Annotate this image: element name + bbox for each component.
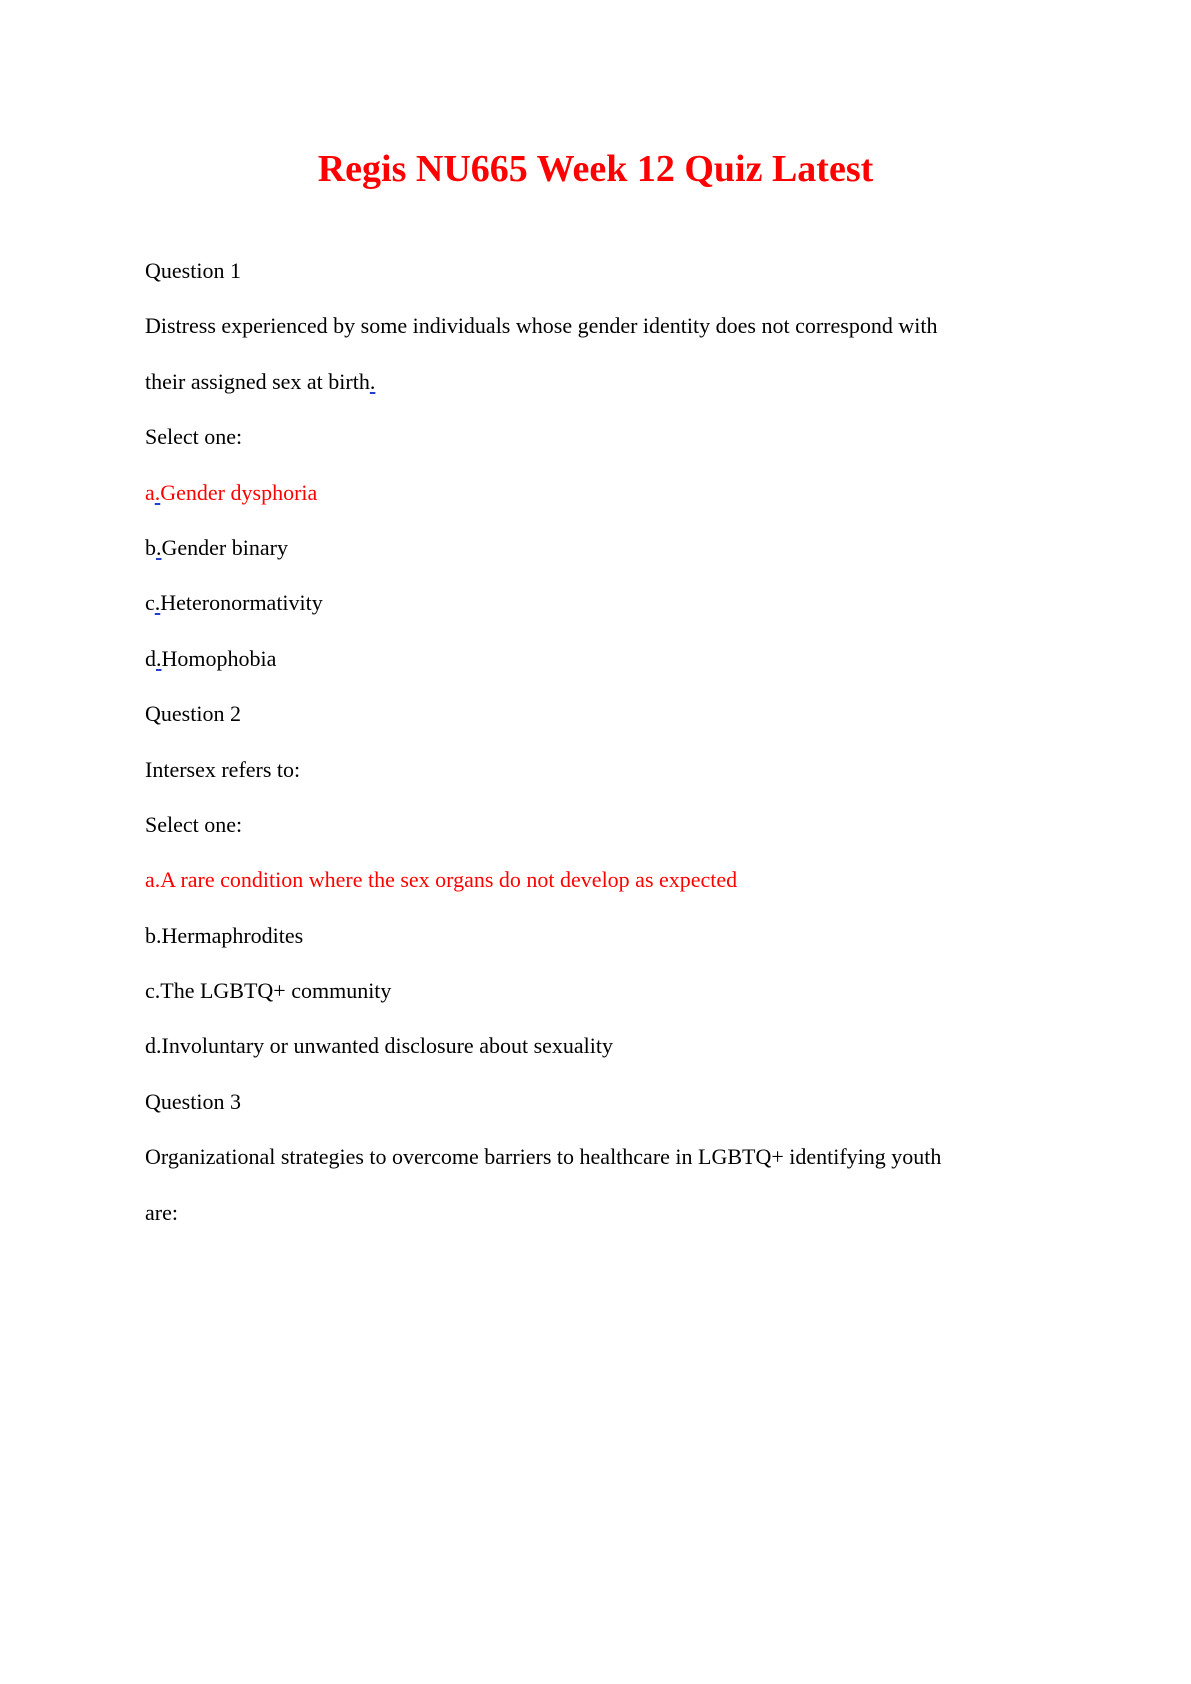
- question-1-option-a[interactable]: [145, 465, 1055, 520]
- option-text: Heteronormativity: [160, 590, 323, 616]
- option-text: Hermaphrodites: [161, 922, 304, 948]
- question-1-option-b[interactable]: [145, 520, 1055, 575]
- question-1-option-d[interactable]: [145, 631, 1055, 686]
- option-text: Gender dysphoria: [160, 479, 318, 505]
- question-1-prompt-line-2: [145, 354, 1055, 409]
- question-1-prompt-line-1: Distress experienced by some individuals whose gender identity does not correspond with: [145, 313, 938, 339]
- question-1-prompt-period: .: [369, 368, 376, 394]
- option-letter: c: [145, 590, 155, 616]
- option-separator: .: [154, 590, 161, 616]
- question-2-prompt-line-1: Intersex refers to:: [145, 756, 301, 782]
- option-separator: .: [156, 645, 162, 671]
- question-2-option-b[interactable]: [145, 908, 1055, 963]
- option-separator: .: [154, 479, 161, 505]
- question-3-prompt-line-2: are:: [145, 1199, 178, 1225]
- question-1-select-label: Select one:: [145, 424, 243, 450]
- quiz-body: [145, 243, 1055, 1240]
- question-2-option-c[interactable]: [145, 963, 1055, 1018]
- option-label: c.: [145, 978, 161, 1004]
- question-2-option-a[interactable]: [145, 852, 1055, 907]
- question-3-prompt-line-1: Organizational strategies to overcome barriers to healthcare in LGBTQ+ identifying youth: [145, 1144, 942, 1170]
- option-text: A rare condition where the sex organs do not develop as expected: [160, 867, 738, 893]
- option-separator: .: [156, 534, 162, 560]
- option-letter: d: [145, 645, 156, 671]
- option-letter: a: [145, 479, 155, 505]
- option-text: Involuntary or unwanted disclosure about sexuality: [161, 1033, 614, 1059]
- question-1-option-c[interactable]: [145, 575, 1055, 630]
- question-2-heading: Question 2: [145, 701, 241, 727]
- option-letter: b: [145, 534, 156, 560]
- option-text: Gender binary: [161, 534, 288, 560]
- question-2-option-d[interactable]: [145, 1018, 1055, 1073]
- option-text: The LGBTQ+ community: [160, 978, 392, 1004]
- document-title: Regis NU665 Week 12 Quiz Latest: [317, 148, 874, 190]
- option-text: Homophobia: [161, 645, 277, 671]
- question-1-prompt-text: their assigned sex at birth: [145, 368, 370, 394]
- question-3-heading: Question 3: [145, 1088, 241, 1114]
- question-1-heading: Question 1: [145, 258, 241, 283]
- question-2-select-label: Select one:: [145, 811, 243, 837]
- option-label: d.: [145, 1033, 162, 1059]
- option-label: b.: [145, 922, 162, 948]
- option-label: a.: [145, 867, 161, 893]
